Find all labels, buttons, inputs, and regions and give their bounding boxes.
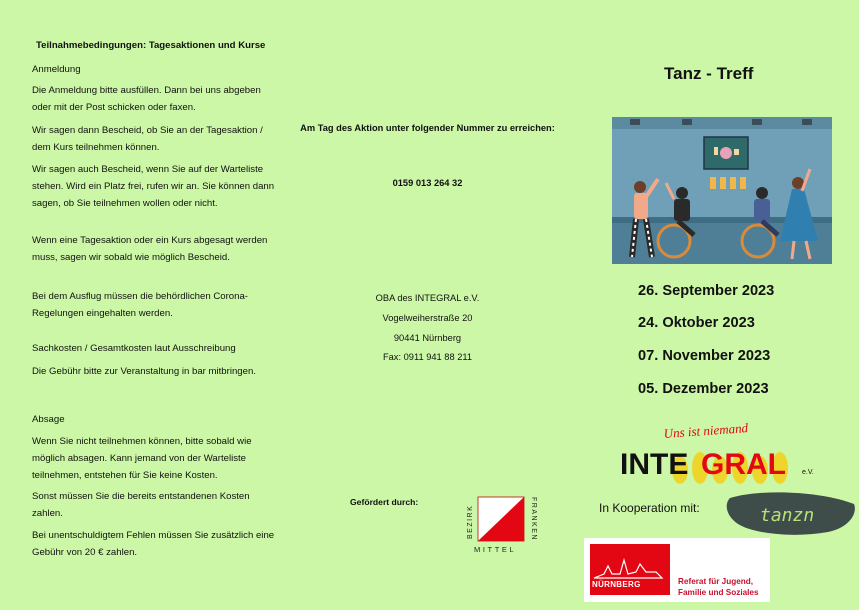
dance-illustration	[612, 117, 832, 264]
bezirk-logo-side-text: FRANKEN	[530, 497, 537, 541]
event-date: 26. September 2023	[638, 283, 775, 299]
integral-tagline: Uns ist niemand	[663, 420, 749, 441]
cooperation-label: In Kooperation mit:	[599, 501, 700, 515]
contact-phone: 0159 013 264 32	[392, 178, 463, 188]
conditions-paragraph: Bei unentschuldigtem Fehlen müssen Sie zusätzlich eine Gebühr von 20 € zahlen.	[32, 530, 275, 558]
conditions-heading-cancellation: Absage	[32, 414, 65, 425]
address-line: Vogelweiherstraße 20	[382, 313, 473, 323]
event-date: 05. Dezember 2023	[638, 381, 769, 397]
conditions-paragraph: Bei dem Ausflug müssen die behördlichen Corona-Regelungen eingehalten werden.	[32, 291, 248, 319]
integral-name-part2: GRAL	[701, 448, 786, 481]
conditions-paragraph: Die Anmeldung bitte ausfüllen. Dann bei uns abgeben oder mit der Post schicken oder faxen.	[32, 85, 261, 113]
tanzn-logo	[724, 490, 858, 536]
address-line: 90441 Nürnberg	[393, 333, 462, 343]
bezirk-mittelfranken-logo	[462, 493, 537, 555]
tanzn-text: tanzn	[760, 505, 815, 526]
conditions-paragraph: Die Gebühr bitte zur Veranstaltung in bar mitbringen.	[32, 366, 256, 377]
nuernberg-city-label: NÜRNBERG	[592, 580, 641, 589]
funded-by-label: Gefördert durch:	[350, 497, 419, 507]
bezirk-logo-text: BEZIRK	[467, 504, 474, 539]
nuernberg-skyline-icon	[590, 544, 670, 584]
bezirk-logo-bottom-text: MITTEL	[474, 545, 517, 554]
address-line: Fax: 0911 941 88 211	[382, 352, 473, 362]
conditions-paragraph: Wenn Sie nicht teilnehmen können, bitte sobald wie möglich absagen. Kann jemand von der Warteliste teilnehmen, entstehen für Sie keine Kosten.	[32, 436, 252, 481]
conditions-heading-costs: Sachkosten / Gesamtkosten laut Ausschreibung	[32, 343, 236, 354]
contact-heading: Am Tag des Aktion unter folgender Nummer zu erreichen:	[300, 123, 555, 133]
conditions-title: Teilnahmebedingungen: Tagesaktionen und Kurse	[36, 40, 266, 51]
integral-suffix: e.V.	[802, 469, 814, 476]
nuernberg-department-line: Referat für Jugend,	[678, 577, 754, 586]
conditions-paragraph: Wir sagen auch Bescheid, wenn Sie auf der Warteliste stehen. Wird ein Platz frei, rufen wir an. Sie können dann sagen, ob Sie teilnehmen wollen oder nicht.	[32, 164, 275, 209]
conditions-paragraph: Sonst müssen Sie die bereits entstandenen Kosten zahlen.	[32, 491, 250, 519]
address-line: OBA des INTEGRAL e.V.	[375, 293, 480, 303]
conditions-paragraph: Wenn eine Tagesaktion oder ein Kurs abgesagt werden muss, sagen wir sobald wie möglich Bescheid.	[32, 235, 268, 263]
event-date: 24. Oktober 2023	[638, 315, 755, 331]
event-date: 07. November 2023	[638, 348, 771, 364]
nuernberg-department	[678, 577, 759, 598]
nuernberg-department-line: Familie und Soziales	[678, 587, 759, 597]
event-title: Tanz - Treff	[664, 64, 754, 83]
conditions-paragraph: Wir sagen dann Bescheid, ob Sie an der Tagesaktion / dem Kurs teilnehmen können.	[32, 125, 263, 153]
integral-name-part1: INTE	[620, 448, 689, 481]
nuernberg-logo	[584, 538, 770, 602]
conditions-heading-registration: Anmeldung	[32, 64, 81, 75]
integral-logo	[618, 420, 824, 490]
